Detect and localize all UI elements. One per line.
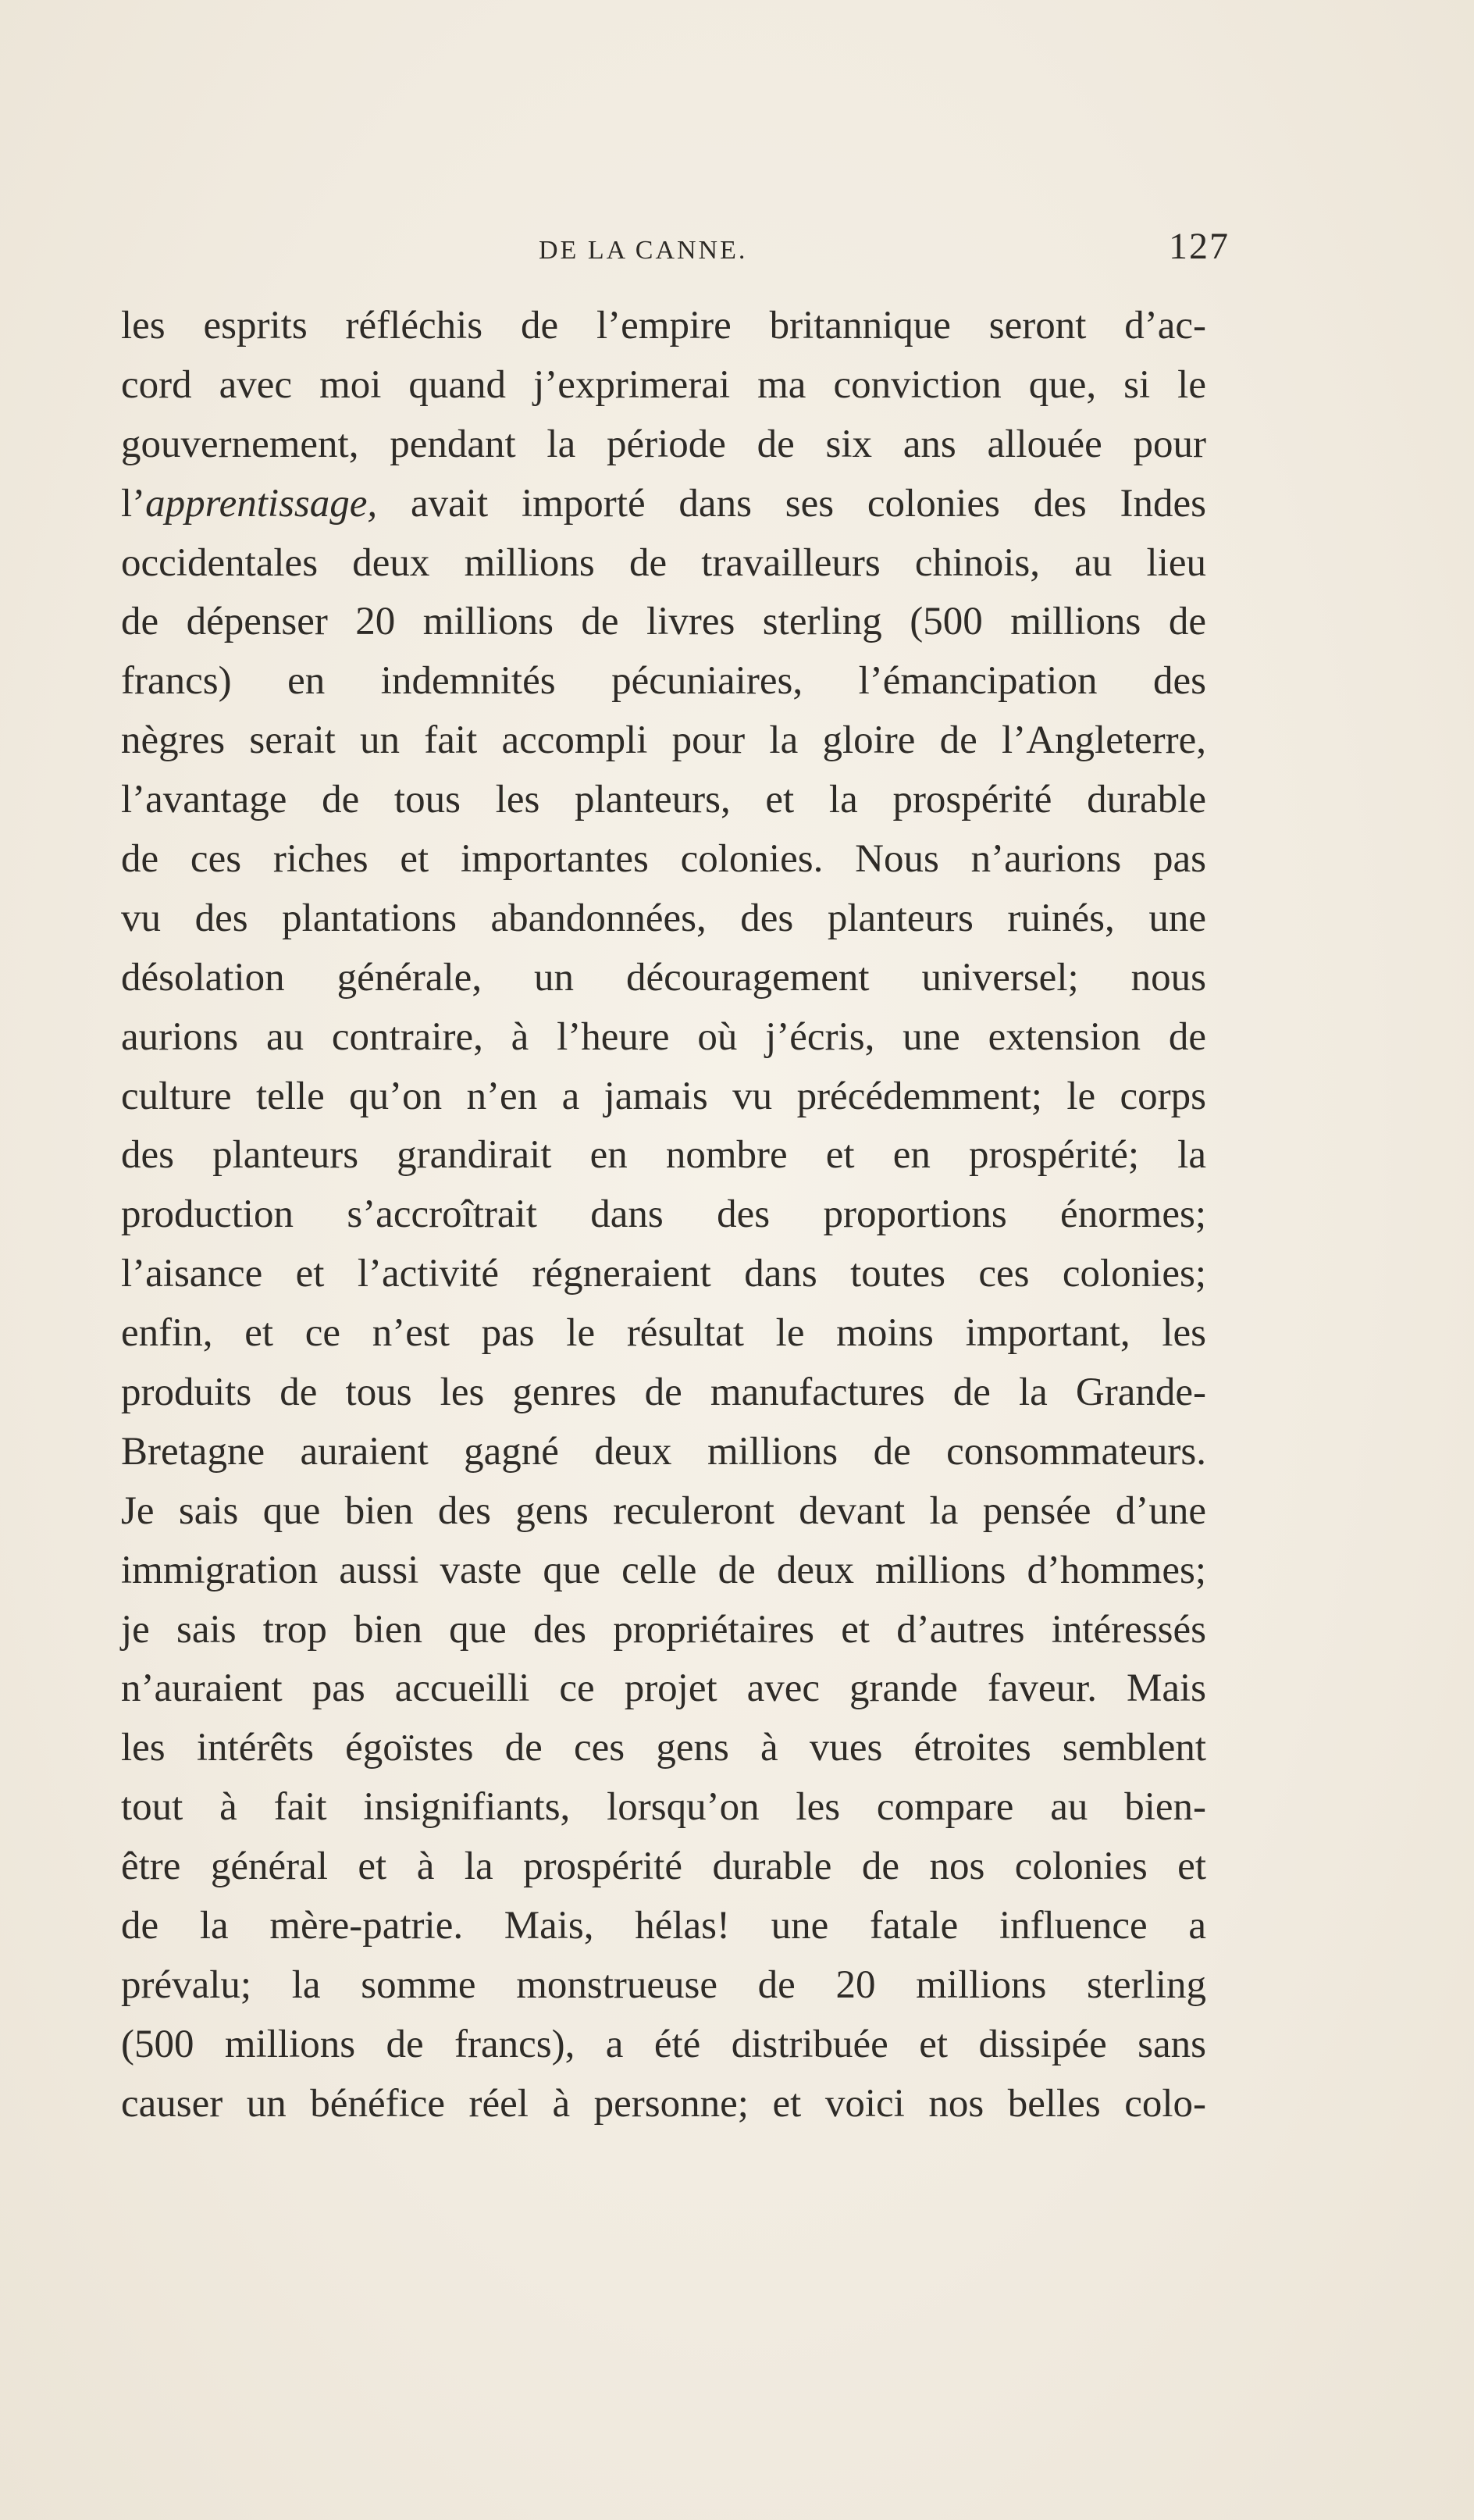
page-header <box>121 225 1230 272</box>
text-line: occidentales deux millions de travailleurs chinois, au lieu <box>121 540 1206 585</box>
text-line: Bretagne auraient gagné deux millions de consommateurs. <box>121 1429 1206 1474</box>
text-line-prefix: l’ <box>121 481 146 526</box>
text-line: être général et à la prospérité durable de nos colonies et <box>121 1845 1206 1889</box>
text-line-rest: avait importé dans ses colonies des Indes <box>411 481 1206 526</box>
text-line: cord avec moi quand j’exprimerai ma conviction que, si le <box>121 362 1206 407</box>
text-line: les esprits réfléchis de l’empire britannique seront d’ac- <box>121 304 1206 348</box>
body-text <box>121 297 1206 2134</box>
text-line: causer un bénéfice réel à personne; et voici nos belles colo- <box>121 2081 1206 2126</box>
text-line: enfin, et ce n’est pas le résultat le moins important, les <box>121 1311 1206 1356</box>
text-line: culture telle qu’on n’en a jamais vu précédemment; le corps <box>121 1074 1206 1118</box>
text-line: francs) en indemnités pécuniaires, l’émancipation des <box>121 659 1206 704</box>
text-line <box>121 475 1206 534</box>
text-line: n’auraient pas accueilli ce projet avec grande faveur. Mais <box>121 1666 1206 1711</box>
italic-term: apprentissage, <box>145 481 378 526</box>
text-line: l’avantage de tous les planteurs, et la prospérité durable <box>121 778 1206 822</box>
text-line: produits de tous les genres de manufactures de la Grande- <box>121 1370 1206 1415</box>
text-line: tout à fait insignifiants, lorsqu’on les compare au bien- <box>121 1785 1206 1830</box>
text-line: des planteurs grandirait en nombre et en prospérité; la <box>121 1133 1206 1178</box>
running-head: DE LA CANNE. <box>539 236 748 265</box>
text-line: prévalu; la somme monstrueuse de 20 millions sterling <box>121 1962 1206 2007</box>
text-line: gouvernement, pendant la période de six ans allouée pour <box>121 422 1206 466</box>
text-line: de la mère-patrie. Mais, hélas! une fatale influence a <box>121 1904 1206 1948</box>
text-line: production s’accroîtrait dans des proportions énormes; <box>121 1192 1206 1237</box>
text-line: nègres serait un fait accompli pour la gloire de l’Angleterre, <box>121 718 1206 763</box>
text-line: l’aisance et l’activité régneraient dans toutes ces colonies; <box>121 1252 1206 1296</box>
text-line: désolation générale, un découragement universel; nous <box>121 955 1206 1000</box>
text-line: de dépenser 20 millions de livres sterling (500 millions de <box>121 600 1206 644</box>
text-line: de ces riches et importantes colonies. Nous n’aurions pas <box>121 837 1206 882</box>
text-line: je sais trop bien que des propriétaires et d’autres intéressés <box>121 1607 1206 1652</box>
text-line: vu des plantations abandonnées, des planteurs ruinés, une <box>121 896 1206 940</box>
text-line: Je sais que bien des gens reculeront devant la pensée d’une <box>121 1488 1206 1533</box>
text-line: les intérêts égoïstes de ces gens à vues étroites semblent <box>121 1726 1206 1770</box>
text-line: aurions au contraire, à l’heure où j’écris, une extension de <box>121 1014 1206 1059</box>
text-line: immigration aussi vaste que celle de deux millions d’hommes; <box>121 1548 1206 1592</box>
text-line: (500 millions de francs), a été distribuée et dissipée sans <box>121 2022 1206 2066</box>
page-number: 127 <box>1169 226 1230 267</box>
